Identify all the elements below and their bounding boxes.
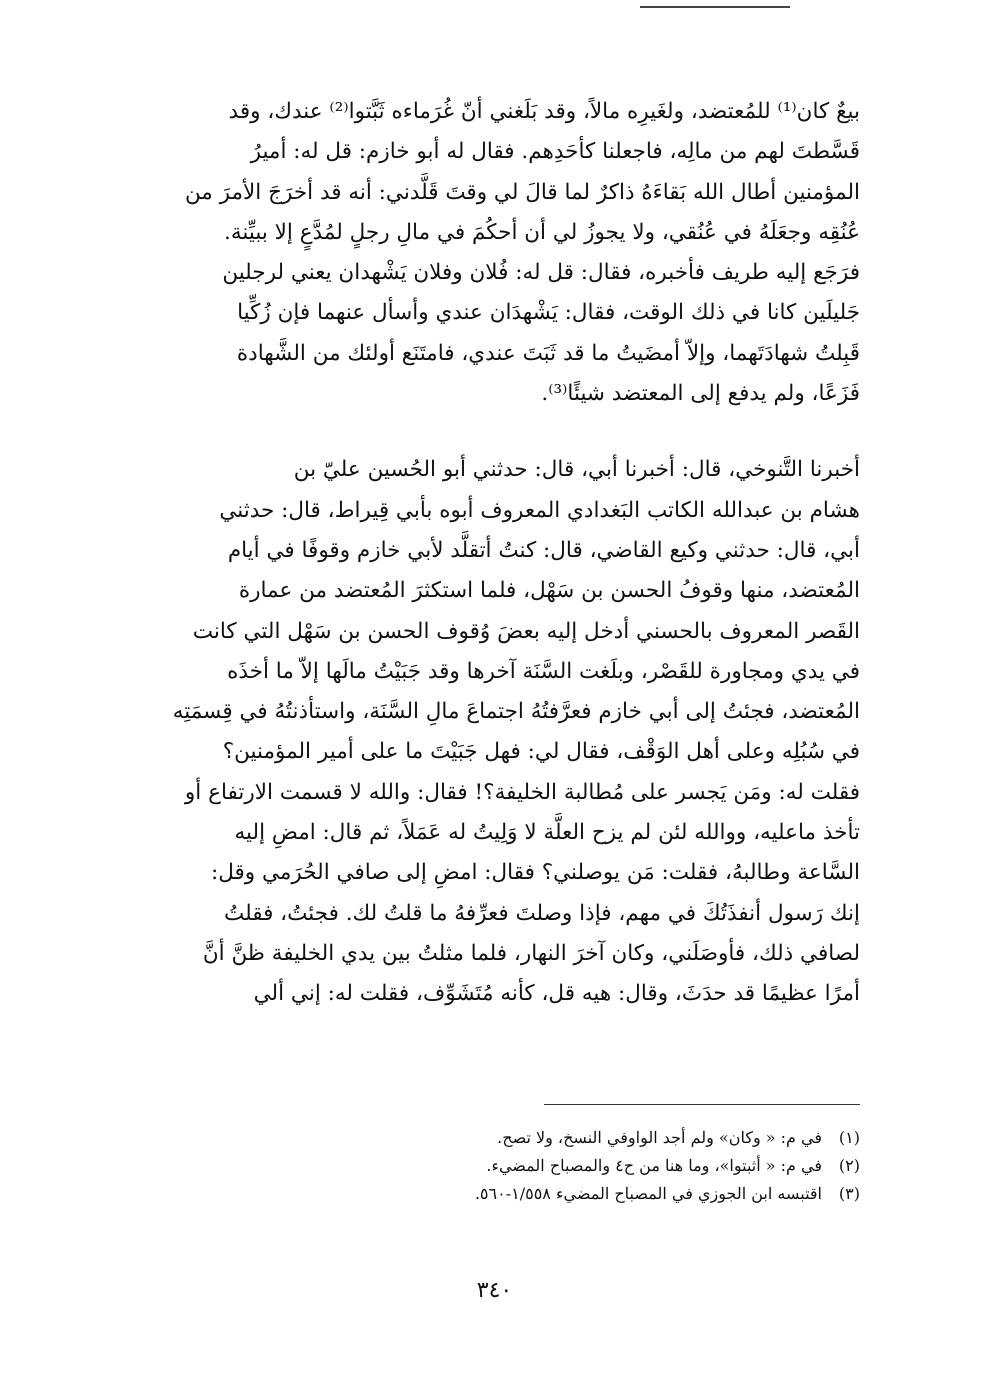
top-edge-rule xyxy=(640,6,790,8)
text-line: فقلت له: ومَن يَجسر على مُطالبة الخليفة؟! فقال: والله لا قسمت الارتفاع أو xyxy=(184,779,860,805)
text-line: فرَجَع إليه طريف فأخبره، فقال: قل له: فُلان وفلان يَشْهدان يعني لرجلين xyxy=(222,260,860,286)
footnote-number: (٣) xyxy=(838,1184,860,1203)
text-line: عُنُقِه وجعَلَهُ في عُنُقي، ولا يجوزُ لي أن أحكُمَ في مالِ رجلٍ لمُدَّعٍ إلا ببيِّنة. xyxy=(224,219,860,245)
footnote-1 xyxy=(260,1124,860,1152)
text-line: فَزَعًا، ولم يدفع إلى المعتضد شيئًا⁽³⁾. xyxy=(541,381,860,407)
text-line: قَسَّطتَ لهم من مالِه، فاجعلنا كأحَدِهم. فقال له أبو خازم: قل له: أميرُ xyxy=(250,139,860,165)
text-line: أخبرنا التَّنوخي، قال: أخبرنا أبي، قال: حدثني أبو الحُسين عليّ بن xyxy=(293,457,860,483)
paragraph-spacer xyxy=(138,414,860,450)
footnotes-list xyxy=(260,1124,860,1208)
text-line: القَصر المعروف بالحسني أدخل إليه بعضَ وُقوف الحسن بن سَهْل التي كانت xyxy=(192,618,860,644)
main-text xyxy=(138,92,860,1015)
page-number: ٣٤٠ xyxy=(476,1278,513,1303)
text-line: في يدي ومجاورة للقَصْر، وبلَغت السَّنَة آخرها وقد جَبَيْتُ مالَها إلاّ ما أخذَه xyxy=(227,658,860,684)
text-line: قَبِلتُ شهادَتَهما، وإلاّ أمضَيتُ ما قد ثَبَتَ عندي، فامتَنَع أولئك من الشَّهادة xyxy=(236,340,860,366)
footnote-text: اقتبسه ابن الجوزي في المصباح المضيء ١/٥٥٨-٥٦٠. xyxy=(474,1184,822,1203)
text-line: هشام بن عبدالله الكاتب البَغدادي المعروف أبوه بأبي قِيراط، قال: حدثني xyxy=(219,497,860,523)
footnote-separator xyxy=(544,1104,860,1105)
paragraph-1 xyxy=(138,92,860,414)
text-line: لصافي ذلك، فأوصَلَني، وكان آخرَ النهار، فلما مثلتُ بين يدي الخليفة ظنَّ أنَّ xyxy=(202,940,860,966)
paragraph-2 xyxy=(138,450,860,1014)
text-line: أبي، قال: حدثني وكيع القاضي، قال: كنتُ أتقلَّد لأبي خازم وقوفًا في أيام xyxy=(227,537,860,563)
text-line: تأخذ ماعليه، ووالله لئن لم يزح العلَّة لا وَلِيتُ له عَمَلاً، ثم قال: امضِ إليه xyxy=(234,820,860,846)
text-line: أمرًا عظيمًا قد حدَثَ، وقال: هيه قل، كأنه مُتَشَوِّف، فقلت له: إني ألي xyxy=(253,981,860,1007)
footnote-text: في م: « أثبتوا»، وما هنا من ح٤ والمصباح المضيء. xyxy=(486,1156,822,1175)
text-line: بيعٌ كان⁽¹⁾ للمُعتضد، ولغَيرِه مالاً، وقد بَلَغني أنّ غُرَماءه ثَبَّتوا⁽²⁾ عندك، وقد xyxy=(228,99,860,124)
text-line: المُعتضد، فجئتُ إلى أبي خازم فعرَّفتُهُ اجتماعَ مالِ السَّنَة، واستأذنتُهُ في قِسمَتِه xyxy=(172,699,860,725)
text-line: في سُبُلِه وعلى أهل الوَقْف، فقال لي: فهل جَبَيْتَ ما على أمير المؤمنين؟ xyxy=(222,739,860,765)
text-line: إنك رَسول أنفذَتُكَ في مهم، فإذا وصلتَ فعرِّفهُ ما قلتُ لك. فجئتُ، فقلتُ xyxy=(223,900,860,926)
footnote-number: (٢) xyxy=(838,1156,860,1175)
footnote-2 xyxy=(260,1152,860,1180)
footnote-number: (١) xyxy=(838,1128,860,1147)
footnote-text: في م: « وكان» ولم أجد الواوفي النسخ، ولا تصح. xyxy=(497,1128,822,1147)
text-line: السَّاعة وطالبهُ، فقلت: مَن يوصلني؟ فقال: امضِ إلى صافي الحُرَمي وقل: xyxy=(210,860,860,886)
text-line: المُعتضد، منها وقوفُ الحسن بن سَهْل، فلما استكثرَ المُعتضد من عمارة xyxy=(238,578,860,604)
text-line: المؤمنين أطال الله بَقاءَهُ ذاكرٌ لما قالَ لي وقتَ قَلَّدني: أنه قد أخرَجَ الأمرَ من xyxy=(184,179,860,205)
footnote-3 xyxy=(260,1180,860,1208)
text-line: جَليلَين كانا في ذلك الوقت، فقال: يَشْهدَان عندي وأسأل عنهما فإن زُكِّيا xyxy=(237,300,860,326)
